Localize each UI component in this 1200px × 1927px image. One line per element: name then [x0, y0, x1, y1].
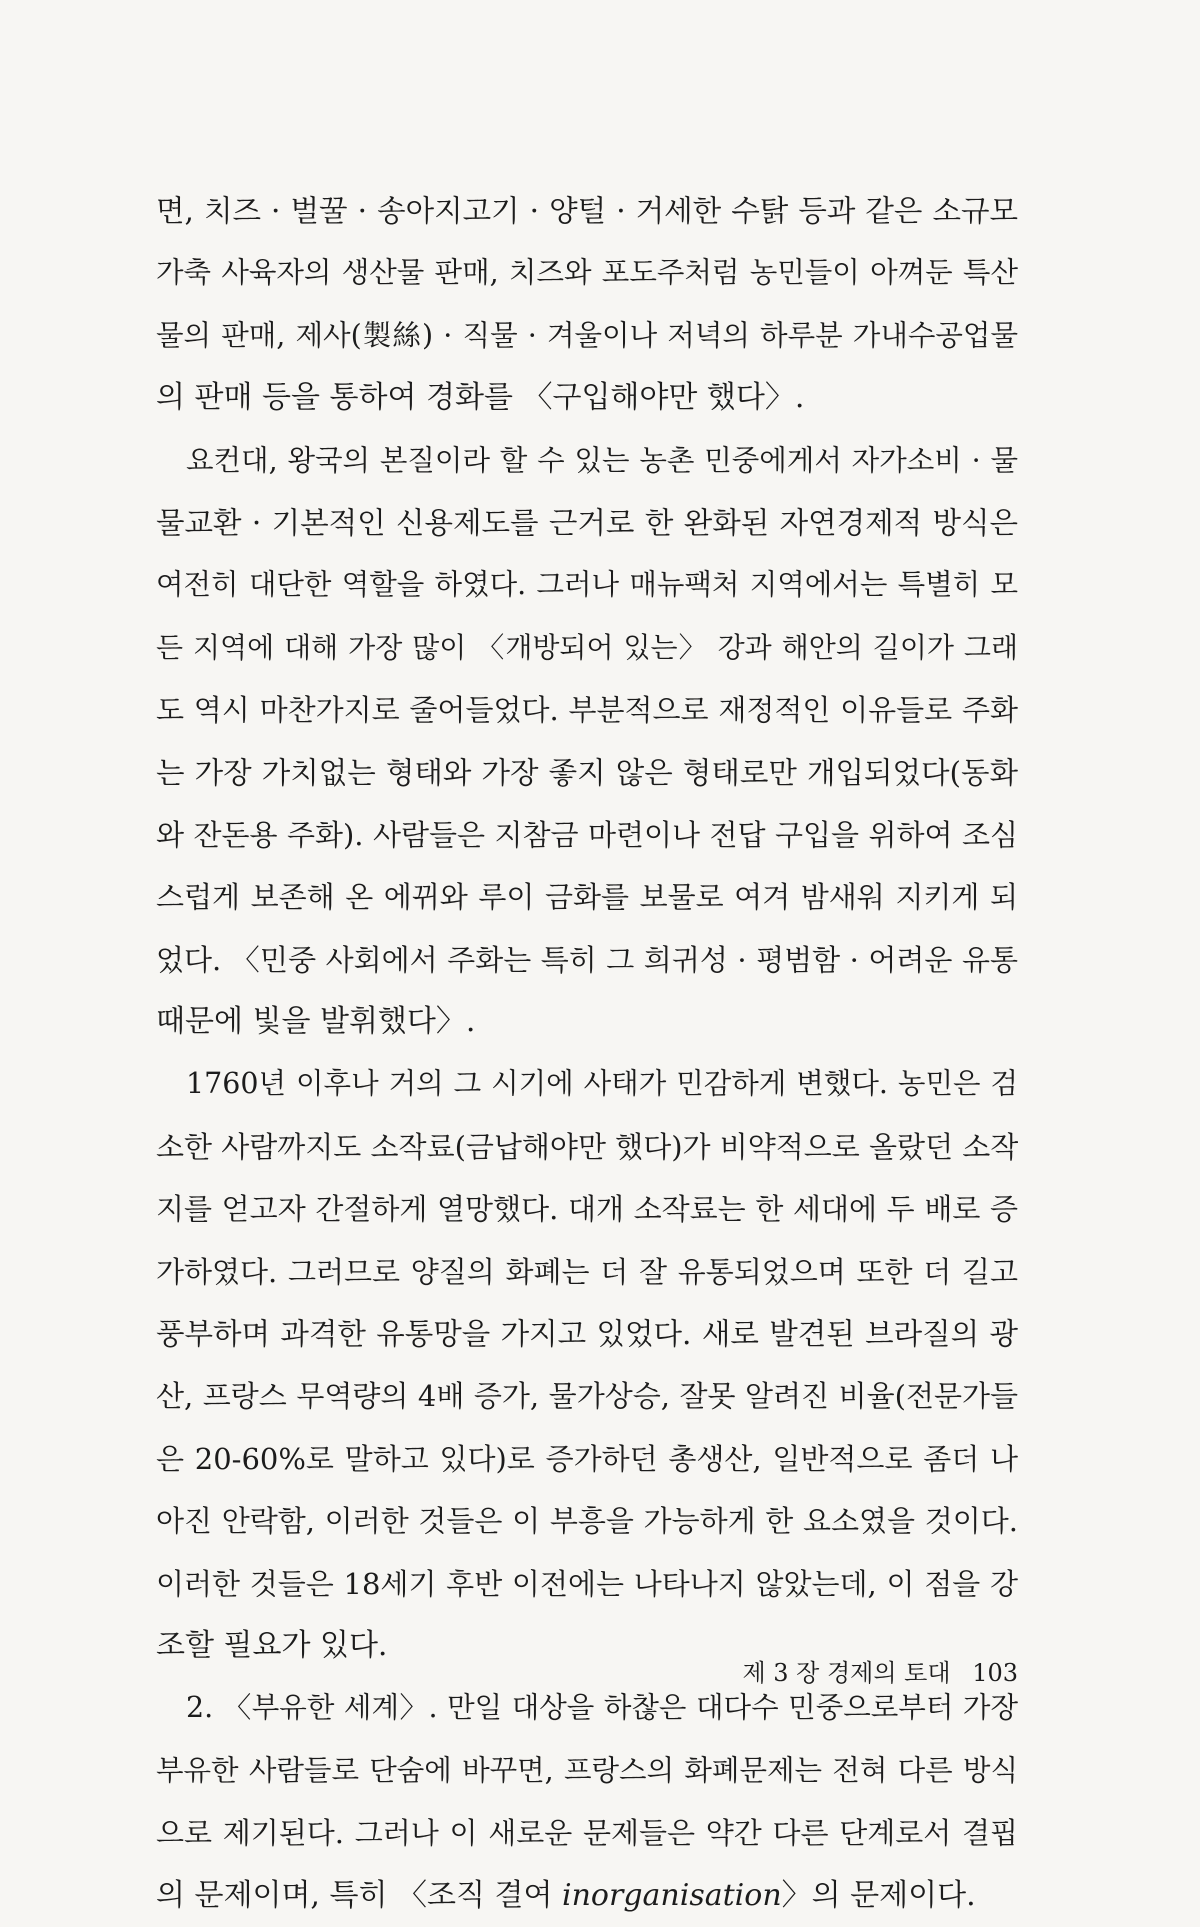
paragraph-1: [156, 180, 1018, 430]
text-line: 면, 치즈 · 벌꿀 · 송아지고기 · 양털 · 거세한 수탉 등과 같은 소규모: [156, 194, 1018, 228]
text-line: 스럽게 보존해 온 에뀌와 루이 금화를 보물로 여겨 밤새워 지키게 되: [156, 880, 1018, 915]
text-line: 이러한 것들은 18세기 후반 이전에는 나타나지 않았는데, 이 점을 강: [156, 1566, 1018, 1601]
text-fragment: 〉의 문제이다.: [781, 1877, 976, 1913]
text-line: 아진 안락함, 이러한 것들은 이 부흥을 가능하게 한 요소였을 것이다.: [156, 1504, 1018, 1539]
running-footer-chapter: 제 3 장 경제의 토대: [742, 1659, 951, 1687]
text-line: 와 잔돈용 주화). 사람들은 지참금 마련이나 전답 구입을 위하여 조심: [156, 817, 1018, 852]
page-number: 103: [972, 1659, 1018, 1687]
text-line: 부유한 사람들로 단숨에 바꾸면, 프랑스의 화폐문제는 전혀 다른 방식: [156, 1753, 1018, 1787]
text-line: 는 가장 가치없는 형태와 가장 좋지 않은 형태로만 개입되었다(동화: [156, 755, 1018, 790]
text-line: 여전히 대단한 역할을 하였다. 그러나 매뉴팩처 지역에서는 특별히 모: [156, 568, 1018, 602]
text-line: 산, 프랑스 무역량의 4배 증가, 물가상승, 잘못 알려진 비율(전문가들: [156, 1379, 1018, 1414]
text-line: 조할 필요가 있다.: [156, 1627, 388, 1663]
text-line: 도 역시 마찬가지로 줄어들었다. 부분적으로 재정적인 이유들로 주화: [156, 693, 1018, 728]
text-line: 으로 제기된다. 그러나 이 새로운 문제들은 약간 다른 단계로서 결핍: [156, 1816, 1018, 1851]
italic-term: inorganisation: [562, 1877, 782, 1913]
text-line: 가하였다. 그러므로 양질의 화폐는 더 잘 유통되었으며 또한 더 길고: [156, 1254, 1018, 1289]
paragraph-3: [156, 1053, 1018, 1677]
page-footer: [742, 1656, 1018, 1690]
text-line: [156, 1865, 1018, 1927]
text-line: 때문에 빛을 발휘했다〉.: [156, 1004, 476, 1040]
text-line: 든 지역에 대해 가장 많이 〈개방되어 있는〉 강과 해안의 길이가 그래: [156, 630, 1018, 664]
text-line: 2. 〈부유한 세계〉. 만일 대상을 하찮은 대다수 민중으로부터 가장: [186, 1691, 1018, 1725]
text-line: 은 20-60%로 말하고 있다)로 증가하던 총생산, 일반적으로 좀더 나: [156, 1441, 1018, 1476]
text-line: 가축 사육자의 생산물 판매, 치즈와 포도주처럼 농민들이 아껴둔 특산: [156, 256, 1018, 290]
text-line: 의 판매 등을 통하여 경화를 〈구입해야만 했다〉.: [156, 380, 805, 416]
text-line: 요컨대, 왕국의 본질이라 할 수 있는 농촌 민중에게서 자가소비 · 물: [186, 443, 1018, 477]
text-line: 물교환 · 기본적인 신용제도를 근거로 한 완화된 자연경제적 방식은: [156, 505, 1018, 540]
paragraph-2: [156, 430, 1018, 1054]
text-line: 었다. 〈민중 사회에서 주화는 특히 그 희귀성 · 평범함 · 어려운 유통: [156, 942, 1018, 977]
text-line: 물의 판매, 제사(製絲) · 직물 · 겨울이나 저녁의 하루분 가내수공업물: [156, 318, 1018, 352]
text-fragment: 의 문제이며, 특히 〈조직 결여: [156, 1877, 562, 1913]
text-line: 소한 사람까지도 소작료(금납해야만 했다)가 비약적으로 올랐던 소작: [156, 1129, 1018, 1164]
text-line: 풍부하며 과격한 유통망을 가지고 있었다. 새로 발견된 브라질의 광: [156, 1317, 1018, 1352]
text-line: 1760년 이후나 거의 그 시기에 사태가 민감하게 변했다. 농민은 검: [186, 1067, 1018, 1101]
text-line: 지를 얻고자 간절하게 열망했다. 대개 소작료는 한 세대에 두 배로 증: [156, 1192, 1018, 1227]
paragraph-4: [156, 1677, 1018, 1927]
